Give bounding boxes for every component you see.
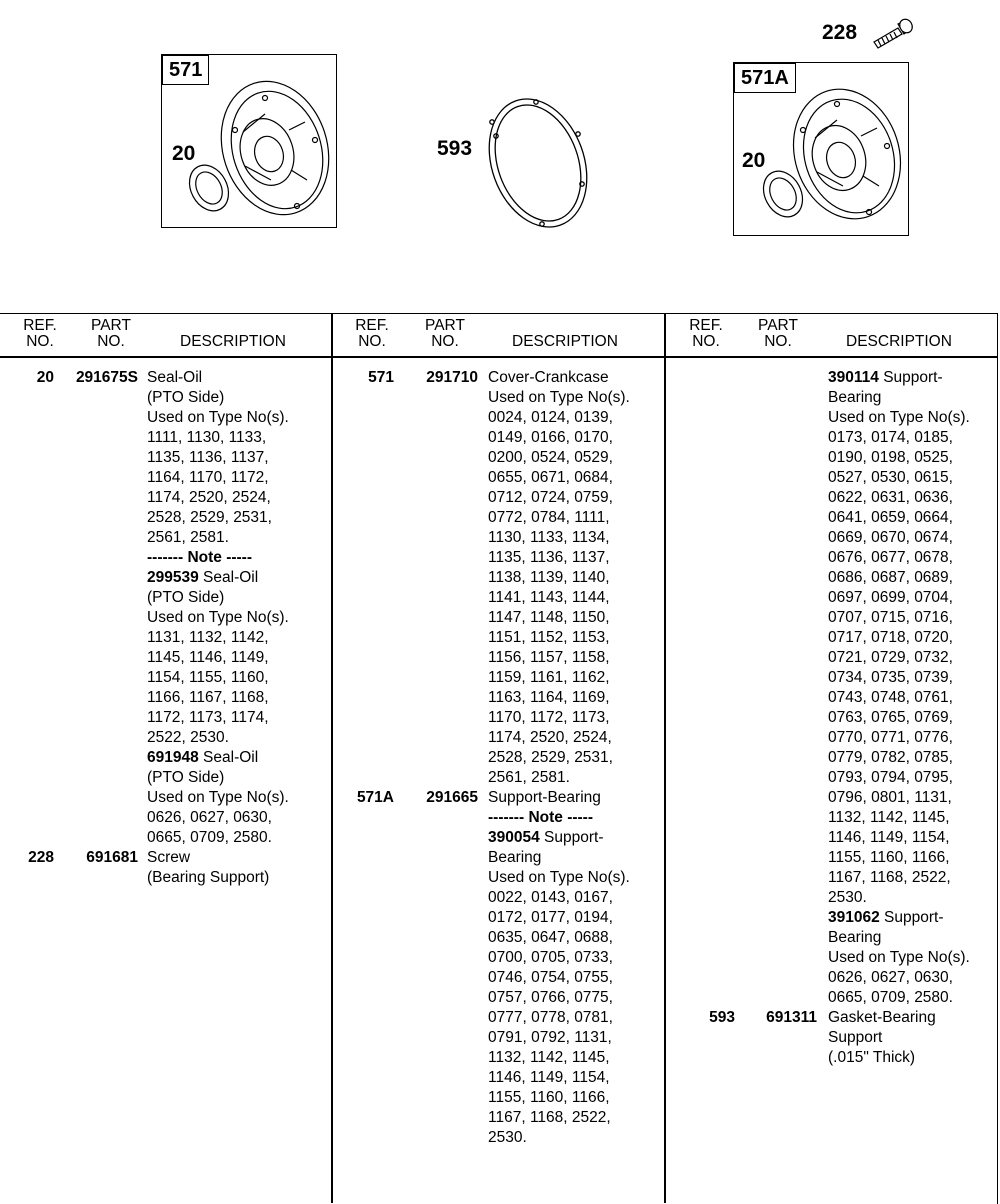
- description-line: Gasket-Bearing: [828, 1009, 936, 1026]
- description-line: Used on Type No(s).: [828, 409, 970, 426]
- description-line: 0669, 0670, 0674,: [828, 529, 953, 546]
- description-line: 1174, 2520, 2524,: [488, 729, 612, 746]
- description-line: 1163, 1164, 1169,: [488, 689, 610, 706]
- description-line: 0734, 0735, 0739,: [828, 669, 953, 686]
- description-line: 0527, 0530, 0615,: [828, 469, 953, 486]
- description-line: (PTO Side): [147, 769, 225, 786]
- description-line: 0757, 0766, 0775,: [488, 989, 613, 1006]
- description-line: Bearing: [828, 929, 882, 946]
- description-line: 390054 Support-: [488, 829, 604, 846]
- ref-number: 593: [709, 1009, 735, 1026]
- description-line: Bearing: [488, 849, 542, 866]
- description-line: 0717, 0718, 0720,: [828, 629, 953, 646]
- description-line: Screw: [147, 849, 191, 866]
- description-line: 0793, 0794, 0795,: [828, 769, 953, 786]
- description-line: 691948 Seal-Oil: [147, 749, 259, 766]
- alt-part-number: 391062: [828, 909, 880, 926]
- callout-571: 571: [162, 55, 209, 85]
- callout-228: 228: [822, 21, 858, 44]
- description-line: 1131, 1132, 1142,: [147, 629, 269, 646]
- description-line: Cover-Crankcase: [488, 369, 609, 386]
- ref-number: 20: [36, 369, 54, 386]
- description-line: 1145, 1146, 1149,: [147, 649, 269, 666]
- description-line: 0665, 0709, 2580.: [147, 829, 272, 846]
- description-line: 1138, 1139, 1140,: [488, 569, 610, 586]
- ref-number: 228: [28, 849, 54, 866]
- description-line: 1170, 1172, 1173,: [488, 709, 610, 726]
- description-line: 1111, 1130, 1133,: [147, 429, 267, 446]
- description-line: 0622, 0631, 0636,: [828, 489, 953, 506]
- description-line: 1147, 1148, 1150,: [488, 609, 610, 626]
- description-line: (PTO Side): [147, 589, 225, 606]
- part-number: 291665: [426, 789, 478, 806]
- description-line: 1172, 1173, 1174,: [147, 709, 269, 726]
- description-line: 0712, 0724, 0759,: [488, 489, 613, 506]
- description-line: Used on Type No(s).: [147, 409, 289, 426]
- description-line: 2530.: [488, 1129, 527, 1146]
- description-line: 0626, 0627, 0630,: [147, 809, 272, 826]
- description-line: 0707, 0715, 0716,: [828, 609, 953, 626]
- description-line: 2561, 2581.: [147, 529, 229, 546]
- description-line: 1174, 2520, 2524,: [147, 489, 271, 506]
- header-rule-1: [0, 356, 331, 358]
- description-line: 0686, 0687, 0689,: [828, 569, 953, 586]
- description-line: 1141, 1143, 1144,: [488, 589, 610, 606]
- header-part: PART NO.: [758, 317, 798, 350]
- description-line: 1155, 1160, 1166,: [828, 849, 950, 866]
- header-description: DESCRIPTION: [180, 333, 286, 350]
- description-line: 0796, 0801, 1131,: [828, 789, 952, 806]
- header-part: PART NO.: [91, 317, 131, 350]
- part-number: 691311: [766, 1009, 817, 1026]
- description-line: 0172, 0177, 0194,: [488, 909, 613, 926]
- description-line: Used on Type No(s).: [147, 609, 289, 626]
- description-line: 1166, 1167, 1168,: [147, 689, 269, 706]
- screw-icon: [870, 16, 914, 50]
- note-divider: ------- Note -----: [147, 549, 252, 566]
- description-line: (PTO Side): [147, 389, 225, 406]
- description-line: 0777, 0778, 0781,: [488, 1009, 613, 1026]
- header-part: PART NO.: [425, 317, 465, 350]
- description-line: 2561, 2581.: [488, 769, 570, 786]
- header-description: DESCRIPTION: [846, 333, 952, 350]
- description-line: 0149, 0166, 0170,: [488, 429, 613, 446]
- description-line: 1146, 1149, 1154,: [828, 829, 950, 846]
- alt-part-number: 390114: [828, 369, 879, 386]
- column-divider-1: [331, 313, 333, 1203]
- header-rule-2: [332, 356, 664, 358]
- description-line: 0190, 0198, 0525,: [828, 449, 953, 466]
- description-line: Used on Type No(s).: [488, 869, 630, 886]
- description-line: 2522, 2530.: [147, 729, 229, 746]
- description-line: 2528, 2529, 2531,: [488, 749, 613, 766]
- description-line: 0700, 0705, 0733,: [488, 949, 613, 966]
- support-bearing-icon: [757, 78, 907, 228]
- description-line: 1135, 1136, 1137,: [147, 449, 269, 466]
- description-line: 0626, 0627, 0630,: [828, 969, 953, 986]
- part-number: 691681: [86, 849, 138, 866]
- ref-number: 571A: [356, 789, 394, 806]
- description-line: 0791, 0792, 1131,: [488, 1029, 612, 1046]
- description-line: 1167, 1168, 2522,: [828, 869, 951, 886]
- part-number: 291710: [426, 369, 478, 386]
- crankcase-cover-icon: [185, 70, 335, 220]
- description-line: Used on Type No(s).: [828, 949, 970, 966]
- description-line: 0173, 0174, 0185,: [828, 429, 953, 446]
- description-line: 1130, 1133, 1134,: [488, 529, 610, 546]
- description-line: 0022, 0143, 0167,: [488, 889, 613, 906]
- header-ref: REF. NO.: [355, 317, 389, 350]
- description-line: (.015" Thick): [828, 1049, 916, 1066]
- callout-20-left: 20: [172, 142, 196, 165]
- description-line: 1167, 1168, 2522,: [488, 1109, 611, 1126]
- description-line: 0772, 0784, 1111,: [488, 509, 610, 526]
- description-line: Used on Type No(s).: [488, 389, 630, 406]
- description-line: 0665, 0709, 2580.: [828, 989, 953, 1006]
- description-line: 390114 Support-: [828, 369, 943, 386]
- description-line: 0770, 0771, 0776,: [828, 729, 953, 746]
- callout-571a: 571A: [734, 63, 796, 93]
- column-divider-2: [664, 313, 666, 1203]
- description-line: 0024, 0124, 0139,: [488, 409, 613, 426]
- header-description: DESCRIPTION: [512, 333, 618, 350]
- description-block: [828, 368, 970, 1068]
- description-line: 1132, 1142, 1145,: [828, 809, 950, 826]
- description-line: 1154, 1155, 1160,: [147, 669, 269, 686]
- description-line: 0676, 0677, 0678,: [828, 549, 953, 566]
- description-line: 2528, 2529, 2531,: [147, 509, 272, 526]
- description-line: 0641, 0659, 0664,: [828, 509, 953, 526]
- alt-part-number: 691948: [147, 749, 199, 766]
- description-line: 0655, 0671, 0684,: [488, 469, 613, 486]
- description-line: 0746, 0754, 0755,: [488, 969, 613, 986]
- description-line: 0200, 0524, 0529,: [488, 449, 613, 466]
- description-line: 0721, 0729, 0732,: [828, 649, 953, 666]
- alt-part-number: 299539: [147, 569, 199, 586]
- callout-593: 593: [437, 137, 473, 160]
- callout-20-right: 20: [742, 149, 766, 172]
- description-line: 0743, 0748, 0761,: [828, 689, 953, 706]
- gasket-icon: [478, 88, 598, 238]
- description-line: Used on Type No(s).: [147, 789, 289, 806]
- part-number: 291675S: [75, 369, 138, 386]
- description-line: 1155, 1160, 1166,: [488, 1089, 610, 1106]
- note-divider: ------- Note -----: [488, 809, 593, 826]
- description-line: Bearing: [828, 389, 882, 406]
- ref-number: 571: [368, 369, 394, 386]
- header-ref: REF. NO.: [23, 317, 57, 350]
- description-line: 391062 Support-: [828, 909, 944, 926]
- description-line: 1135, 1136, 1137,: [488, 549, 610, 566]
- description-block: [147, 368, 289, 888]
- alt-part-number: 390054: [488, 829, 540, 846]
- description-line: 1151, 1152, 1153,: [488, 629, 610, 646]
- header-ref: REF. NO.: [689, 317, 723, 350]
- description-line: 0635, 0647, 0688,: [488, 929, 613, 946]
- description-line: 299539 Seal-Oil: [147, 569, 259, 586]
- description-line: 1159, 1161, 1162,: [488, 669, 610, 686]
- description-line: Support: [828, 1029, 883, 1046]
- description-line: 1146, 1149, 1154,: [488, 1069, 610, 1086]
- description-line: 1164, 1170, 1172,: [147, 469, 269, 486]
- description-line: Support-Bearing: [488, 789, 601, 806]
- description-line: 2530.: [828, 889, 867, 906]
- description-line: (Bearing Support): [147, 869, 270, 886]
- header-rule-3: [665, 356, 998, 358]
- description-line: 0779, 0782, 0785,: [828, 749, 953, 766]
- description-line: 0697, 0699, 0704,: [828, 589, 953, 606]
- description-line: 0763, 0765, 0769,: [828, 709, 953, 726]
- description-line: Seal-Oil: [147, 369, 203, 386]
- description-line: 1132, 1142, 1145,: [488, 1049, 610, 1066]
- description-block: [488, 368, 630, 1148]
- description-line: 1156, 1157, 1158,: [488, 649, 610, 666]
